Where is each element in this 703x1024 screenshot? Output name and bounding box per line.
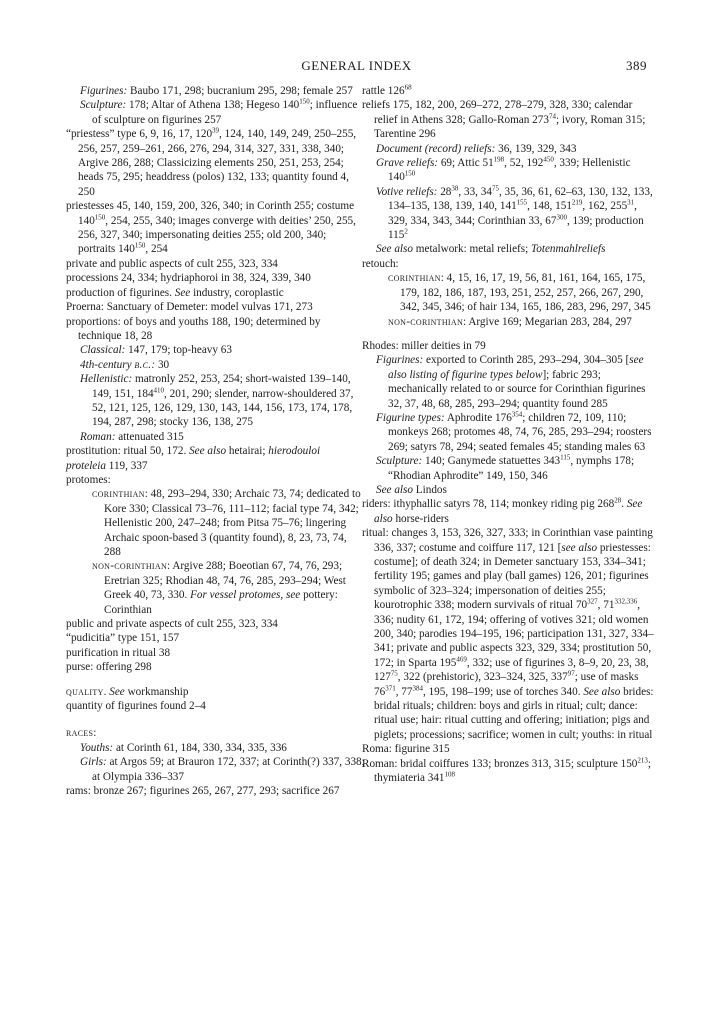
index-entry: reliefs 175, 182, 200, 269–272, 278–279, 328, 330; calendar relief in Athens 328; Gallo-Roman $273^{74}$; ivory, Roman 315; Tarentine 296: [362, 99, 646, 141]
index-entry: Sculpture: 178; Altar of Athena 138; Hegeso $140^{150}$; influence of sculpture on figurines 257: [80, 97, 358, 126]
index-entry: Votive reliefs: $28^{38}$, 33, $34^{75}$, 35, 36, 61, 62–63, 130, 132, 133, 134–135, 138, 139, 140, $141^{155}$, 148, $151^{219}$, 162, $255^{31}$, 329, 334, 343, 344; Corinthian 33, $67^{300}$, 139; production $115^2$: [376, 184, 653, 242]
index-entry: corinthian: 4, 15, 16, 17, 19, 56, 81, 161, 164, 165, 175, 179, 182, 186, 187, 193, 251, 252, 257, 266, 267, 290, 342, 345, 346; of hair 134, 165, 186, 283, 296, 297, 345: [388, 272, 651, 314]
index-entry: Classical: 147, 179; top-heavy 63: [80, 344, 232, 357]
index-column-right: [362, 84, 654, 786]
index-entry: Grave reliefs: 69; Attic $51^{198}$, 52, $192^{450}$, 339; Hellenistic $140^{150}$: [376, 155, 631, 184]
index-entry: rattle $126^{68}$: [362, 83, 412, 97]
index-entry: ritual: changes 3, 153, 326, 327, 333; in Corinthian vase painting 336, 337; costume and coiffure 117, 121 [see also priestesses: costume]; of death 324; in Demeter sanctuary 153, 334–341; fertility 195; games and play (ball games) 126, 201; figurines symbolic of 323–324; impersonation of deities 255; kourotrophic 338; modern survivals of ritual $70^{327}$, 71$^{332,336}$, 336; nudity 61, 172, 194; offering of votives 321; old women 200, 340; parodies 194–195, 196; participation 131, 327, 334–341; private and public aspects 323, 329, 334; prostitution 50, 172; in Sparta $195^{469}$, 332; use of figurines 3, 8–9, 20, 23, 38, $127^{75}$, 322 (prehistoric), 323–324, 325, $337^{97}$; use of masks $76^{371}$, $77^{384}$, 195, 198–199; use of torches 340. See also brides: bridal rituals; children: boys and girls in ritual; cult; dance: ritual use; hair: ritual cutting and offering; initiation; pigs and piglets; processions; sacrifice; women in cult; youths: in ritual: [362, 527, 654, 741]
index-entry: private and public aspects of cult 255, 323, 334: [66, 257, 278, 270]
index-entry: 4th-century b.c.: 30: [80, 358, 170, 371]
index-entry: purse: offering 298: [66, 661, 152, 674]
index-entry: protomes:: [66, 473, 111, 486]
index-entry: Figurines: Baubo 171, 298; bucranium 295, 298; female 257: [80, 85, 353, 97]
index-entry: Figurine types: Aphrodite $176^{354}$; children 72, 109, 110; monkeys 268; protomes 48, 74, 76, 285, 293–294; roosters 269; satyrs 78, 294; seated females 45; standing males 63: [376, 410, 652, 453]
index-entry: Document (record) reliefs: 36, 139, 329, 343: [376, 142, 577, 155]
index-column-left: [66, 84, 366, 799]
index-entry: riders: ithyphallic satyrs 78, 114; monkey riding pig $268^{28}$. See also horse-riders: [362, 496, 643, 525]
index-entry: Youths: at Corinth 61, 184, 330, 334, 335, 336: [80, 741, 287, 754]
index-entry: quality. See workmanship: [66, 685, 189, 698]
index-entry: “priestess” type 6, 9, 16, 17, $120^{39}$, 124, 140, 149, 249, 250–255, 256, 257, 259–261, 266, 276, 294, 314, 327, 331, 338, 340; Argive 286, 288; Classicizing elements 250, 251, 253, 254; heads 75, 295; headdress (polos) 132, 133; quantity found 4, 250: [66, 126, 357, 198]
index-entry: non-corinthian: Argive 288; Boeotian 67, 74, 76, 293; Eretrian 325; Rhodian 48, 74, 76, 285, 293–294; West Greek 40, 73, 330. For vessel protomes, see pottery: Corinthian: [92, 560, 346, 616]
index-entry: production of figurines. See industry, coroplastic: [66, 286, 284, 299]
page-number: 389: [626, 58, 647, 73]
index-entry: proteleia 119, 337: [66, 459, 148, 472]
index-entry: priestesses 45, 140, 159, 200, 326, 340; in Corinth 255; costume $140^{150}$, 254, 255, 340; images converge with deities’ 250, 255, 256, 327, 340; impersonating deities 255; old 200, 340; portraits $140^{150}$, 254: [66, 200, 356, 256]
index-entry: Roman: bridal coiffures 133; bronzes 313, 315; sculpture $150^{213}$; thymiateria $341^{108}$: [362, 755, 651, 785]
running-title: GENERAL INDEX: [301, 58, 412, 73]
index-entry: Rhodes: miller deities in 79: [362, 339, 486, 352]
index-entry: rams: bronze 267; figurines 265, 267, 277, 293; sacrifice 267: [66, 785, 340, 798]
index-entry: Sculpture: 140; Ganymede statuettes $343^{115}$, nymphs 178; “Rhodian Aphrodite” 149, 150, 346: [376, 453, 635, 482]
index-entry: Figurines: exported to Corinth 285, 293–294, 304–305 [see also listing of figurine types below]; fabric 293; mechanically related to or source for Corinthian figurines 32, 37, 48, 68, 285, 293–294; quantity found 285: [376, 354, 646, 410]
index-entry: prostitution: ritual 50, 172. See also hetairai; hierodouloi: [66, 445, 321, 458]
index-entry: races:: [66, 727, 97, 740]
index-entry: quantity of figurines found 2–4: [66, 700, 206, 713]
index-entry: public and private aspects of cult 255, 323, 334: [66, 618, 278, 631]
index-entry: Proerna: Sanctuary of Demeter: model vulvas 171, 273: [66, 301, 313, 314]
index-entry: “pudicitia” type 151, 157: [66, 632, 180, 645]
index-entry: See also metalwork: metal reliefs; Totenmahlreliefs: [376, 243, 606, 256]
index-entry: corinthian: 48, 293–294, 330; Archaic 73, 74; dedicated to Kore 330; Classical 73–76, 111–112; facial type 74, 342; Hellenistic 200, 247–248; from Pitsa 75–76; lingering Archaic spoon-based 3 (quantity found), 8, 23, 73, 74, 288: [92, 488, 361, 558]
index-entry: processions 24, 334; hydriaphoroi in 38, 324, 339, 340: [66, 272, 311, 285]
index-entry: non-corinthian: Argive 169; Megarian 283, 284, 297: [388, 315, 632, 328]
index-entry: Roma: figurine 315: [362, 743, 450, 756]
index-entry: retouch:: [362, 257, 399, 270]
index-entry: See also Lindos: [376, 483, 447, 496]
running-header: [66, 58, 647, 76]
index-entry: Roman: attenuated 315: [80, 430, 184, 443]
index-entry: Girls: at Argos 59; at Brauron 172, 337; at Corinth(?) 337, 338; at Olympia 336–337: [80, 756, 365, 783]
index-entry: purification in ritual 38: [66, 646, 171, 659]
index-entry: proportions: of boys and youths 188, 190; determined by technique 18, 28: [66, 315, 321, 342]
index-entry: Hellenistic: matronly 252, 253, 254; short-waisted 139–140, 149, 151, $184^{410}$, 201, 290; slender, narrow-shouldered 37, 52, 121, 125, 126, 129, 130, 143, 144, 156, 173, 174, 178, 194, 287, 298; stocky 136, 138, 275: [80, 373, 354, 429]
